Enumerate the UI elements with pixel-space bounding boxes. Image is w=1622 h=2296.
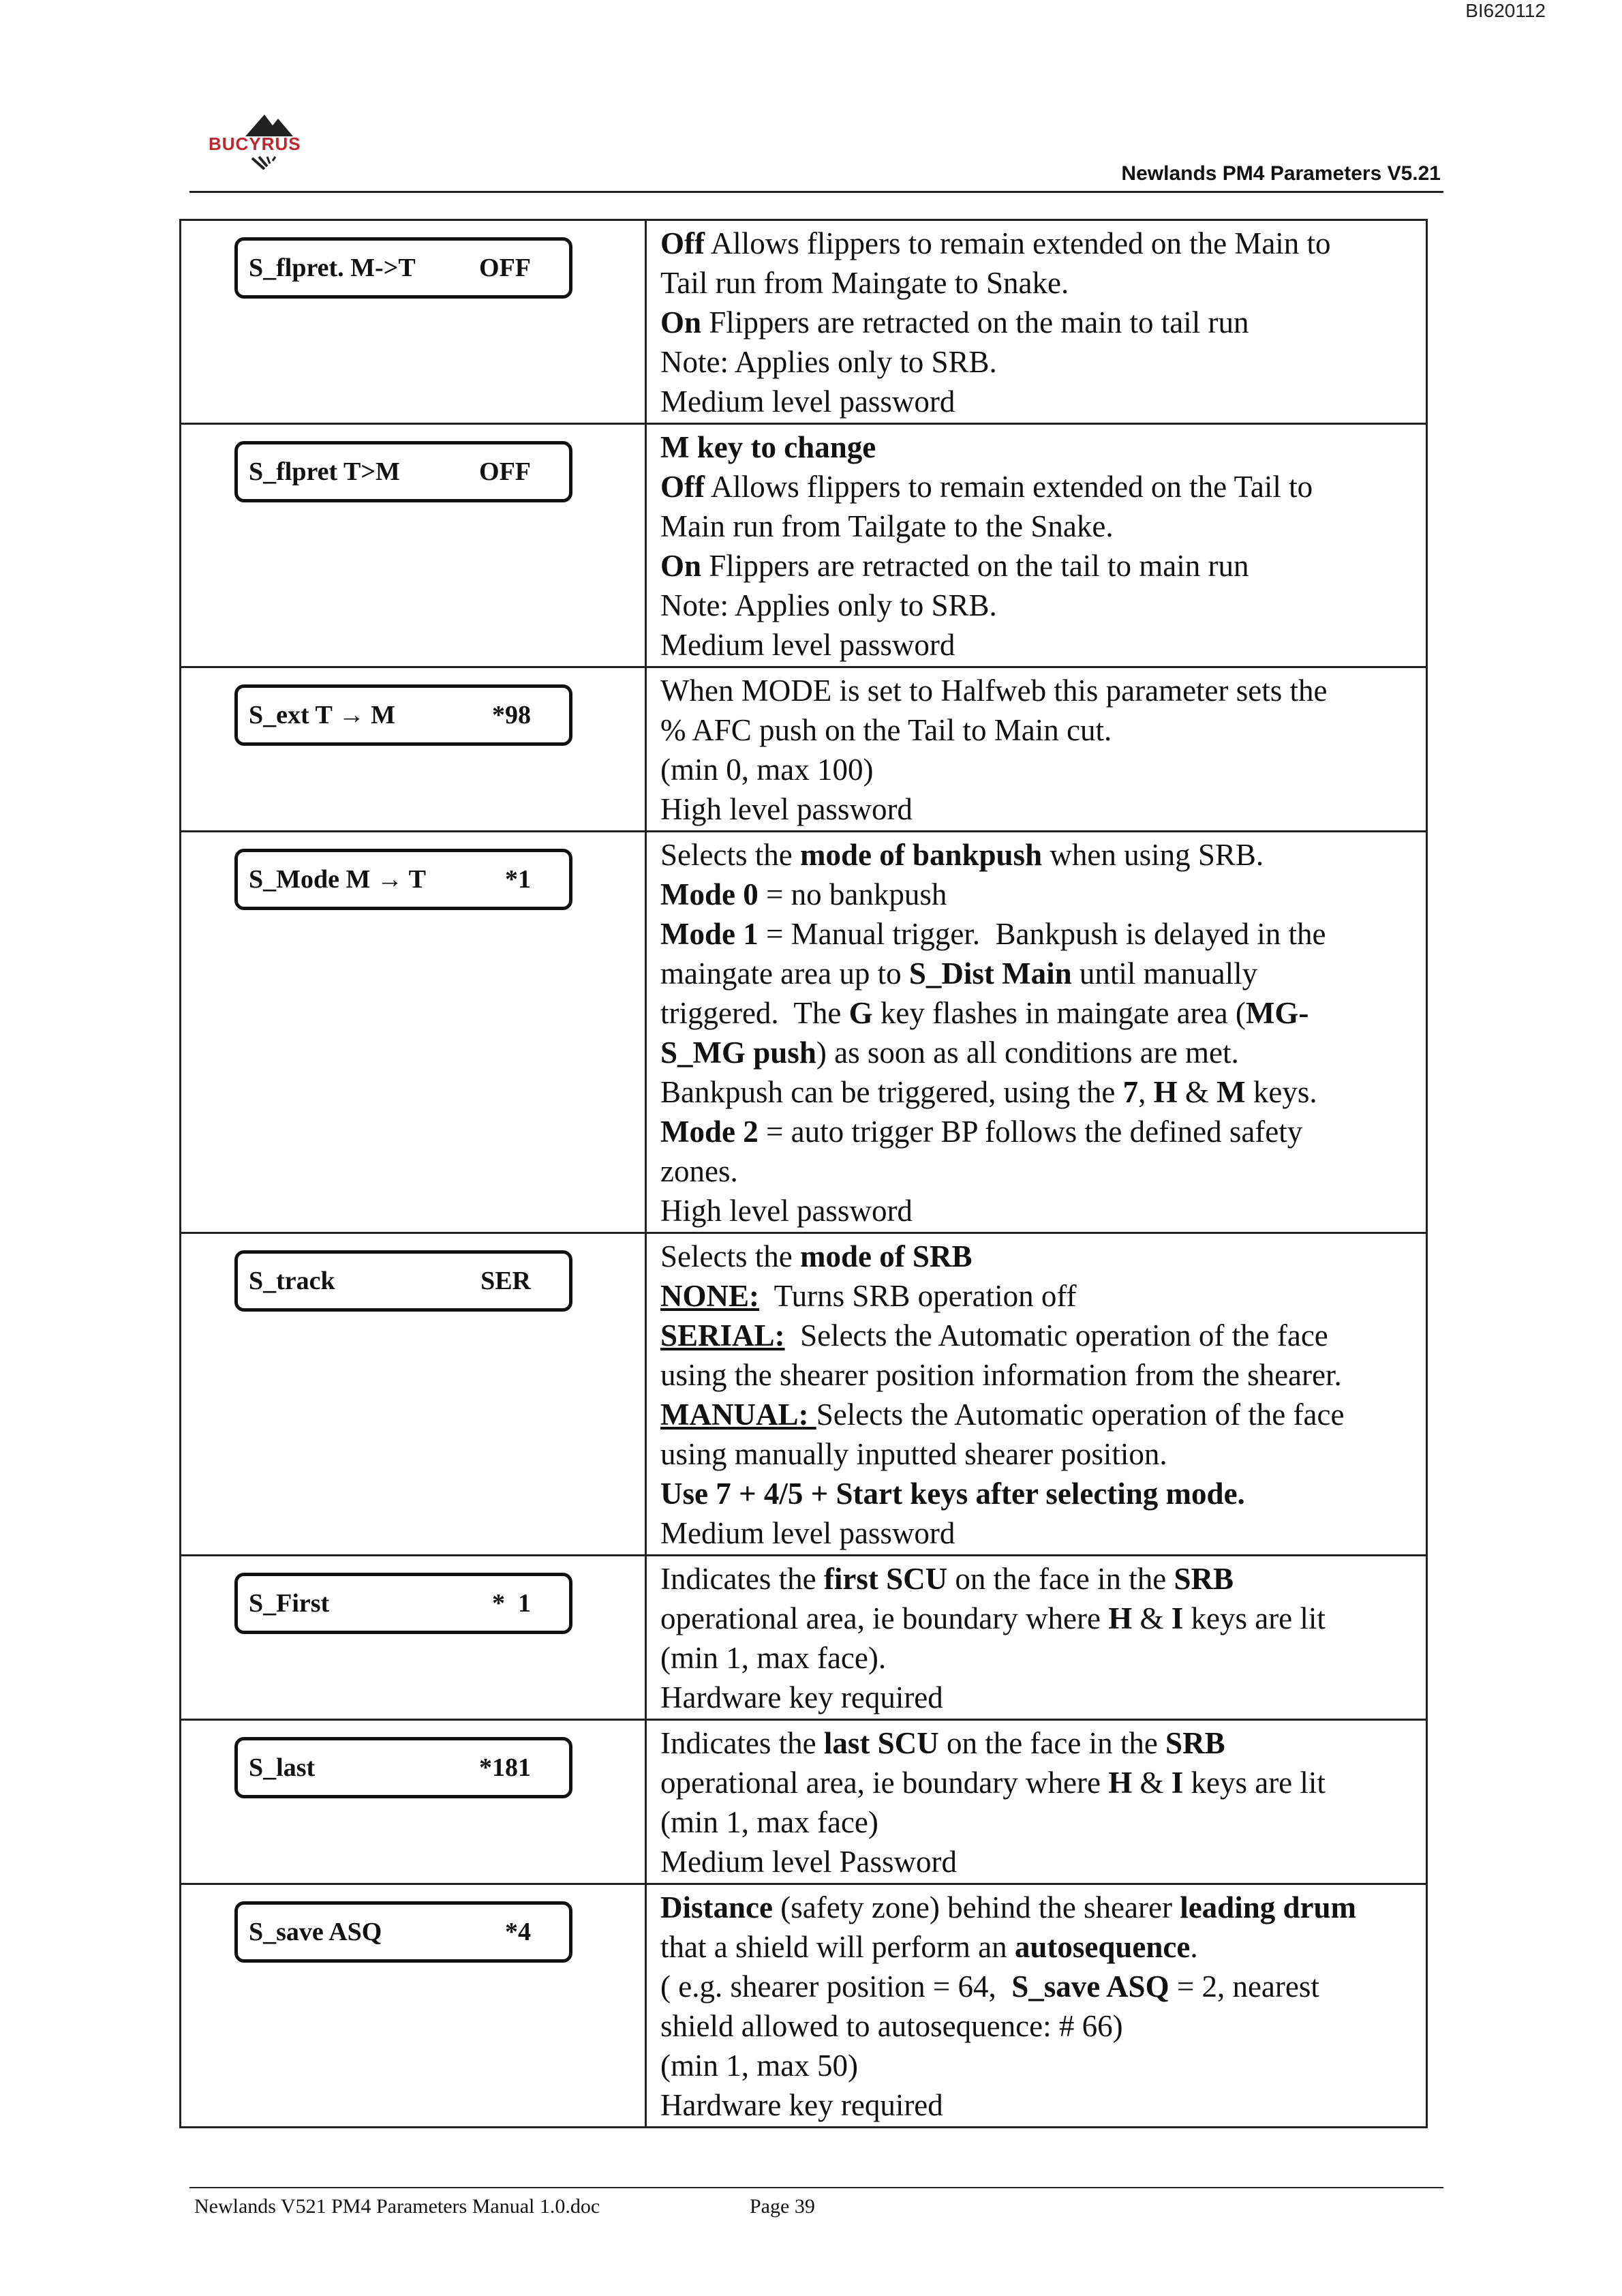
parameter-description bbox=[646, 220, 1427, 424]
parameter-display-cell bbox=[181, 667, 646, 832]
parameter-display-cell bbox=[181, 1556, 646, 1720]
description-line bbox=[660, 507, 1412, 546]
description-emphasis: last SCU bbox=[823, 1726, 939, 1760]
parameter-display-cell bbox=[181, 424, 646, 667]
description-line bbox=[660, 382, 1412, 421]
lcd-parameter-name: S_flpret T>M bbox=[249, 457, 400, 486]
description-text: until manually bbox=[1071, 956, 1258, 991]
description-text: Selects the bbox=[660, 838, 800, 872]
description-emphasis: Distance bbox=[660, 1890, 773, 1924]
parameter-row bbox=[181, 1720, 1427, 1884]
parameter-description bbox=[646, 1884, 1427, 2128]
parameter-description bbox=[646, 424, 1427, 667]
description-text: Medium level password bbox=[660, 628, 955, 662]
description-line bbox=[660, 710, 1412, 750]
description-emphasis: I bbox=[1171, 1766, 1184, 1800]
lcd-parameter-name: S_ext T → M bbox=[249, 701, 395, 729]
description-line bbox=[660, 1723, 1412, 1763]
description-line bbox=[660, 1638, 1412, 1678]
description-emphasis: H bbox=[1108, 1766, 1133, 1800]
description-text: Note: Applies only to SRB. bbox=[660, 345, 997, 379]
lcd-display bbox=[234, 849, 572, 910]
description-emphasis: first SCU bbox=[823, 1562, 948, 1596]
description-emphasis: mode of bankpush bbox=[799, 838, 1043, 872]
description-emphasis: Mode 2 bbox=[660, 1115, 759, 1149]
lcd-parameter-name: S_First bbox=[249, 1589, 330, 1618]
lcd-parameter-value: OFF bbox=[479, 457, 531, 486]
parameter-row bbox=[181, 1233, 1427, 1556]
description-text: High level password bbox=[660, 792, 913, 826]
description-text: ( e.g. shearer position = 64, bbox=[660, 1969, 1012, 2004]
description-line bbox=[660, 1033, 1412, 1072]
description-text: High level password bbox=[660, 1194, 913, 1228]
lcd-parameter-name: S_track bbox=[249, 1267, 335, 1295]
description-line bbox=[660, 303, 1412, 342]
description-text: & bbox=[1132, 1601, 1172, 1635]
description-emphasis: Mode 0 bbox=[660, 877, 759, 911]
description-text: Indicates the bbox=[660, 1562, 824, 1596]
lcd-parameter-value: *181 bbox=[479, 1753, 531, 1782]
description-text: Indicates the bbox=[660, 1726, 824, 1760]
description-line bbox=[660, 954, 1412, 993]
parameter-description bbox=[646, 1233, 1427, 1556]
footer-divider bbox=[189, 2187, 1443, 2188]
description-emphasis: SRB bbox=[1165, 1726, 1225, 1760]
description-emphasis: leading drum bbox=[1180, 1890, 1356, 1924]
lcd-parameter-name: S_flpret. M->T bbox=[249, 254, 416, 282]
description-text: zones. bbox=[660, 1154, 738, 1188]
description-emphasis: On bbox=[660, 305, 702, 339]
description-text: key flashes in maingate area ( bbox=[872, 996, 1246, 1030]
logo-text: BUCYRUS bbox=[209, 134, 301, 154]
description-line bbox=[660, 1434, 1412, 1474]
parameter-description bbox=[646, 667, 1427, 832]
parameter-row bbox=[181, 424, 1427, 667]
description-emphasis: SERIAL: bbox=[660, 1318, 785, 1353]
parameter-display-cell bbox=[181, 1233, 646, 1556]
description-emphasis: Use 7 + 4/5 + Start keys after selecting mode. bbox=[660, 1477, 1245, 1511]
description-text: ) as soon as all conditions are met. bbox=[816, 1036, 1239, 1070]
description-text: Selects the Automatic operation of the face bbox=[784, 1318, 1328, 1353]
parameter-description bbox=[646, 832, 1427, 1233]
description-line bbox=[660, 1395, 1412, 1434]
lcd-parameter-name: S_last bbox=[249, 1753, 316, 1782]
description-text: using the shearer position information from the shearer. bbox=[660, 1358, 1342, 1392]
description-emphasis: H bbox=[1153, 1075, 1178, 1109]
description-emphasis: MG- bbox=[1245, 996, 1309, 1030]
lcd-display bbox=[234, 684, 572, 746]
description-emphasis: M key to change bbox=[660, 430, 876, 464]
parameter-display-cell bbox=[181, 1720, 646, 1884]
description-line bbox=[660, 1967, 1412, 2006]
description-text: when using SRB. bbox=[1042, 838, 1264, 872]
description-text: (min 1, max face) bbox=[660, 1805, 878, 1839]
description-text: = 2, nearest bbox=[1169, 1969, 1319, 2004]
description-line bbox=[660, 586, 1412, 625]
description-text: Tail run from Maingate to Snake. bbox=[660, 266, 1069, 300]
description-line bbox=[660, 875, 1412, 914]
description-text: Bankpush can be triggered, using the bbox=[660, 1075, 1123, 1109]
parameter-display-cell bbox=[181, 832, 646, 1233]
parameters-table bbox=[179, 219, 1428, 2128]
lcd-display bbox=[234, 1250, 572, 1312]
description-line bbox=[660, 993, 1412, 1033]
bucyrus-logo bbox=[204, 109, 327, 184]
description-line bbox=[660, 224, 1412, 263]
footer-page-number: Page 39 bbox=[750, 2195, 815, 2218]
description-line bbox=[660, 914, 1412, 954]
lcd-display bbox=[234, 1901, 572, 1963]
description-text: Selects the Automatic operation of the face bbox=[816, 1398, 1345, 1432]
lcd-display bbox=[234, 237, 572, 299]
description-text: Medium level password bbox=[660, 384, 955, 419]
description-line bbox=[660, 427, 1412, 467]
description-text: (min 1, max face). bbox=[660, 1641, 887, 1675]
description-emphasis: I bbox=[1171, 1601, 1184, 1635]
description-emphasis: S_save ASQ bbox=[1011, 1969, 1169, 2004]
description-text: % AFC push on the Tail to Main cut. bbox=[660, 713, 1112, 747]
lcd-parameter-value: OFF bbox=[479, 254, 531, 282]
description-emphasis: SRB bbox=[1174, 1562, 1234, 1596]
description-line bbox=[660, 467, 1412, 507]
description-text: using manually inputted shearer position. bbox=[660, 1437, 1167, 1471]
description-text: , bbox=[1138, 1075, 1154, 1109]
description-line bbox=[660, 1316, 1412, 1355]
parameter-row bbox=[181, 667, 1427, 832]
description-text: & bbox=[1132, 1766, 1172, 1800]
description-text: that a shield will perform an bbox=[660, 1930, 1015, 1964]
description-text: Flippers are retracted on the tail to main run bbox=[701, 549, 1249, 583]
description-text: on the face in the bbox=[947, 1562, 1174, 1596]
lcd-display bbox=[234, 1573, 572, 1634]
lcd-parameter-name: S_Mode M → T bbox=[249, 865, 427, 894]
description-line bbox=[660, 835, 1412, 875]
description-text: Note: Applies only to SRB. bbox=[660, 588, 997, 622]
description-line bbox=[660, 1888, 1412, 1927]
description-line bbox=[660, 1842, 1412, 1882]
description-text: Hardware key required bbox=[660, 2088, 943, 2122]
description-line bbox=[660, 2085, 1412, 2125]
parameter-row bbox=[181, 1884, 1427, 2128]
description-text: maingate area up to bbox=[660, 956, 909, 991]
page-header-title: Newlands PM4 Parameters V5.21 bbox=[1121, 162, 1441, 185]
description-emphasis: 7 bbox=[1122, 1075, 1139, 1109]
description-text: = auto trigger BP follows the defined safety bbox=[758, 1115, 1303, 1149]
description-text: Allows flippers to remain extended on the Tail to bbox=[704, 470, 1313, 504]
parameter-display-cell bbox=[181, 220, 646, 424]
description-emphasis: S_Dist Main bbox=[908, 956, 1072, 991]
description-line bbox=[660, 671, 1412, 710]
footer-document-name: Newlands V521 PM4 Parameters Manual 1.0.doc bbox=[194, 2195, 600, 2218]
parameter-display-cell bbox=[181, 1884, 646, 2128]
description-line bbox=[660, 1763, 1412, 1802]
description-text: = Manual trigger. Bankpush is delayed in the bbox=[758, 917, 1326, 951]
description-line bbox=[660, 1559, 1412, 1599]
lcd-parameter-value: *98 bbox=[492, 701, 531, 729]
description-line bbox=[660, 1678, 1412, 1717]
description-text: Medium level Password bbox=[660, 1845, 957, 1879]
description-line bbox=[660, 2006, 1412, 2046]
description-text: = no bankpush bbox=[758, 877, 947, 911]
description-text: on the face in the bbox=[938, 1726, 1166, 1760]
description-emphasis: NONE: bbox=[660, 1279, 759, 1313]
description-text: operational area, ie boundary where bbox=[660, 1601, 1109, 1635]
description-emphasis: G bbox=[848, 996, 873, 1030]
description-emphasis: H bbox=[1108, 1601, 1133, 1635]
description-emphasis: Off bbox=[660, 226, 705, 260]
description-text: triggered. The bbox=[660, 996, 849, 1030]
parameter-description bbox=[646, 1556, 1427, 1720]
description-line bbox=[660, 1072, 1412, 1112]
parameter-row bbox=[181, 220, 1427, 424]
parameter-row bbox=[181, 1556, 1427, 1720]
parameter-row bbox=[181, 832, 1427, 1233]
description-text: operational area, ie boundary where bbox=[660, 1766, 1109, 1800]
lcd-parameter-name: S_save ASQ bbox=[249, 1918, 382, 1946]
description-emphasis: MANUAL: bbox=[660, 1398, 816, 1432]
description-text: Allows flippers to remain extended on the Main to bbox=[704, 226, 1331, 260]
lcd-parameter-value: *1 bbox=[505, 865, 531, 894]
description-text: Turns SRB operation off bbox=[759, 1279, 1077, 1313]
description-text: Hardware key required bbox=[660, 1680, 943, 1715]
description-text: shield allowed to autosequence: # 66) bbox=[660, 2009, 1123, 2043]
description-line bbox=[660, 625, 1412, 665]
description-line bbox=[660, 342, 1412, 382]
description-line bbox=[660, 1151, 1412, 1191]
header-divider bbox=[189, 191, 1443, 193]
description-emphasis: Mode 1 bbox=[660, 917, 759, 951]
description-text: keys. bbox=[1245, 1075, 1317, 1109]
description-line bbox=[660, 1276, 1412, 1316]
description-emphasis: mode of SRB bbox=[799, 1239, 973, 1273]
description-line bbox=[660, 1112, 1412, 1151]
description-line bbox=[660, 1191, 1412, 1230]
document-id: BI620112 bbox=[1465, 0, 1546, 21]
description-line bbox=[660, 1355, 1412, 1395]
description-text: . bbox=[1190, 1930, 1198, 1964]
description-text: Flippers are retracted on the main to tail run bbox=[701, 305, 1249, 339]
description-text: Medium level password bbox=[660, 1516, 955, 1550]
description-line bbox=[660, 1927, 1412, 1967]
description-emphasis: Off bbox=[660, 470, 705, 504]
description-line bbox=[660, 1599, 1412, 1638]
description-emphasis: autosequence bbox=[1014, 1930, 1191, 1964]
description-line bbox=[660, 1513, 1412, 1553]
description-line bbox=[660, 1237, 1412, 1276]
description-text: Main run from Tailgate to the Snake. bbox=[660, 509, 1114, 543]
lcd-parameter-value: *4 bbox=[505, 1918, 531, 1946]
description-emphasis: On bbox=[660, 549, 702, 583]
description-text: (min 0, max 100) bbox=[660, 753, 874, 787]
description-emphasis: S_MG push bbox=[660, 1036, 816, 1070]
description-line bbox=[660, 1802, 1412, 1842]
description-line bbox=[660, 2046, 1412, 2085]
description-text: (min 1, max 50) bbox=[660, 2049, 858, 2083]
parameter-description bbox=[646, 1720, 1427, 1884]
lcd-display bbox=[234, 441, 572, 502]
description-line bbox=[660, 1474, 1412, 1513]
lcd-parameter-value: * 1 bbox=[492, 1589, 531, 1618]
description-line bbox=[660, 789, 1412, 829]
description-emphasis: M bbox=[1216, 1075, 1246, 1109]
description-line bbox=[660, 750, 1412, 789]
lcd-parameter-value: SER bbox=[480, 1267, 531, 1295]
description-text: keys are lit bbox=[1183, 1766, 1326, 1800]
description-text: When MODE is set to Halfweb this parameter sets the bbox=[660, 674, 1328, 708]
description-line bbox=[660, 546, 1412, 586]
lcd-display bbox=[234, 1737, 572, 1798]
description-text: & bbox=[1177, 1075, 1217, 1109]
description-text: keys are lit bbox=[1183, 1601, 1326, 1635]
description-text: Selects the bbox=[660, 1239, 800, 1273]
description-text: (safety zone) behind the shearer bbox=[772, 1890, 1180, 1924]
description-line bbox=[660, 263, 1412, 303]
